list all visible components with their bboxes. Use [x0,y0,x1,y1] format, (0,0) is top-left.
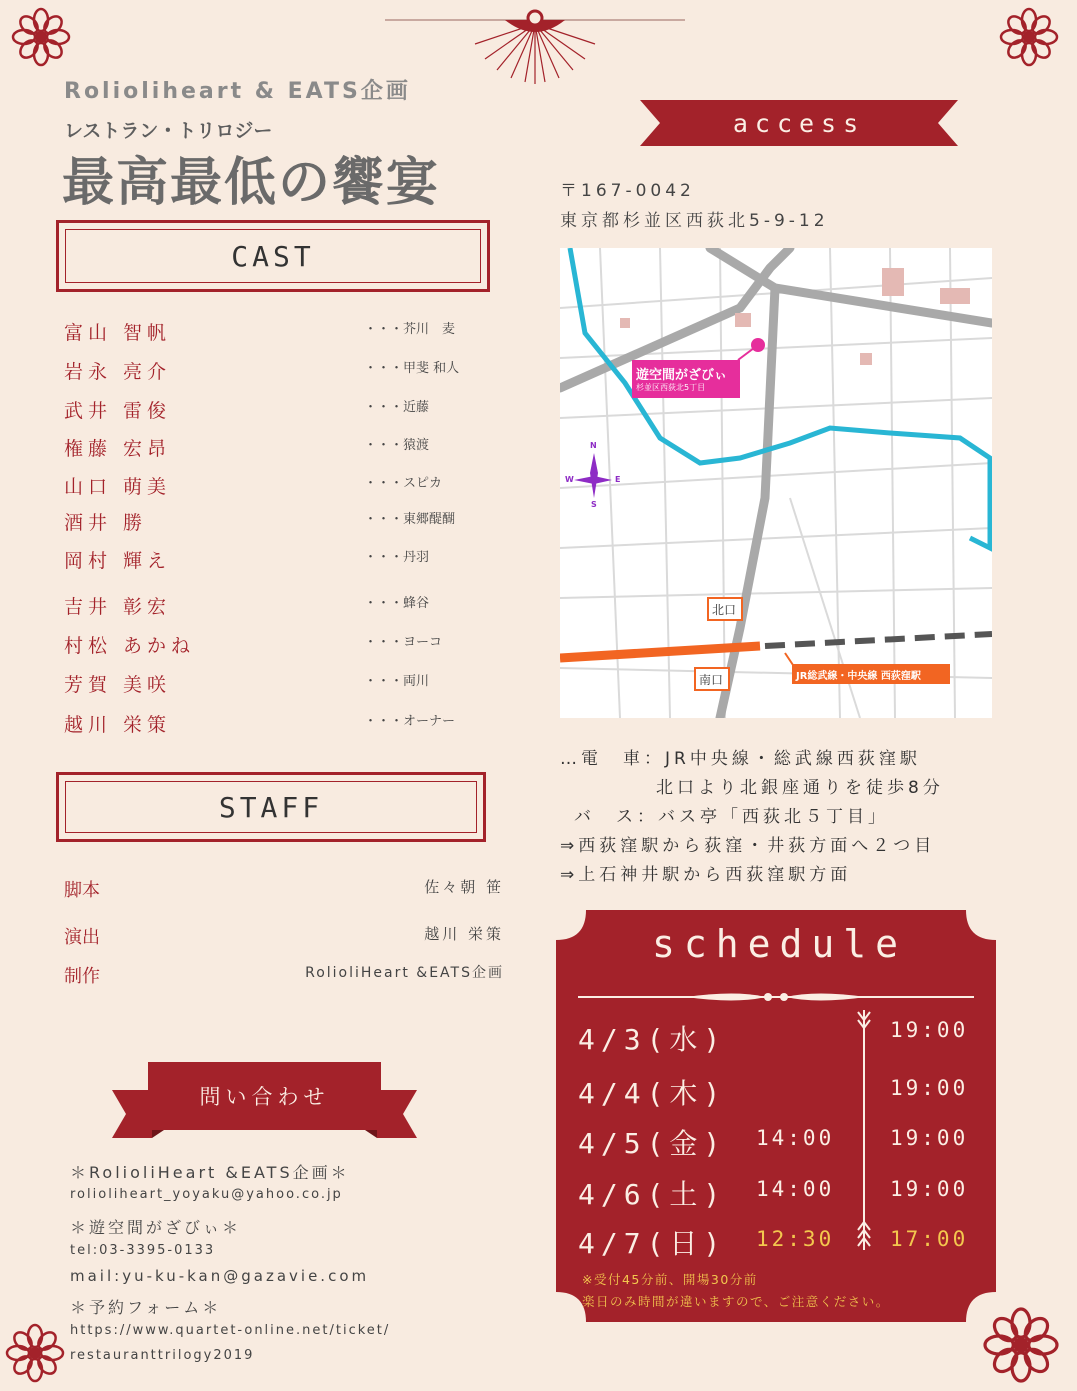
cast-role: ・・・丹羽 [364,550,430,565]
cast-row [64,592,484,622]
train-directions: …電 車：JR中央線・総武線西荻窪駅 [560,749,921,769]
address: 東京都杉並区西荻北5-9-12 [560,211,829,231]
contact-tel[interactable]: tel:03-3395-0133 [70,1243,216,1258]
schedule-date: 4/4(木) [578,1077,727,1110]
cast-role: ・・・オーナー [364,714,456,729]
cast-actor: 吉井 彰宏 [64,596,172,618]
schedule-time-evening: 19:00 [890,1076,969,1100]
flower-ornament-icon [994,2,1064,72]
contact-mail[interactable]: mail:yu-ku-kan@gazavie.com [70,1267,370,1285]
staff-name: RolioliHeart &EATS企画 [305,965,504,981]
schedule-time-evening: 19:00 [890,1018,969,1042]
schedule-time-matinee: 14:00 [756,1177,835,1201]
schedule-date: 4/3(水) [578,1023,727,1056]
staff-row [64,876,504,902]
cast-actor: 富山 智帆 [64,322,172,344]
south-exit-label: 南口 [699,673,724,687]
contact-org1: ＊RolioliHeart &EATS企画＊ [70,1163,350,1182]
schedule-note-reception: ※受付45分前、開場30分前 [582,1272,758,1287]
schedule-date: 4/7(日) [578,1227,727,1260]
staff-name: 佐々朝 笹 [424,878,504,896]
compass-east: E [615,475,621,484]
cast-row [64,631,484,661]
cast-role: ・・・芥川 麦 [364,322,456,337]
staff-name: 越川 栄策 [424,925,504,943]
cast-row [64,670,484,700]
staff-role: 制作 [64,966,100,987]
cast-actor: 武井 雷俊 [64,400,172,422]
staff-row [64,962,504,988]
cast-role: ・・・スピカ [364,476,443,491]
cast-role: ・・・両川 [364,674,430,689]
flower-ornament-icon [0,1318,70,1388]
compass-west: W [565,475,574,484]
contact-heading: 問い合わせ [199,1085,330,1109]
schedule-time-matinee: 12:30 [756,1227,835,1251]
cast-row [64,434,484,464]
north-exit-label: 北口 [712,603,737,617]
cast-actor: 権藤 宏昂 [64,438,172,460]
cast-role: ・・・東郷醍醐 [364,512,456,527]
postal-code: 〒167-0042 [560,181,695,201]
cast-actor: 山口 萌美 [64,476,172,498]
schedule-time-evening: 19:00 [890,1126,969,1150]
sunburst-ornament-icon [385,4,685,84]
contact-email1[interactable]: rolioliheart_yoyaku@yahoo.co.jp [70,1187,343,1202]
cast-actor: 越川 栄策 [64,714,172,736]
cast-row [64,508,484,538]
train-directions-walk: 北口より北銀座通りを徒歩8分 [656,778,944,798]
staff-role: 脚本 [64,880,100,901]
staff-heading-box [56,772,486,842]
cast-role: ・・・近藤 [364,400,430,415]
cast-heading: CAST [231,239,315,273]
compass-north: N [590,441,597,450]
contact-org2: ＊遊空間がざびぃ＊ [70,1218,242,1237]
cast-row [64,472,484,502]
compass-south: S [591,500,597,509]
show-title: 最高最低の饗宴 [62,153,441,213]
map-graphic [560,248,992,718]
bus-stop: バ ス：バス亭「西荻北５丁目」 [574,807,889,827]
cast-row [64,318,484,348]
cast-actor: 芳賀 美咲 [64,674,172,696]
schedule-heading: schedule [652,922,908,966]
railway-line-label: JR総武線・中央線 西荻窪駅 [796,671,921,682]
schedule-date: 4/6(土) [578,1178,727,1211]
cast-role: ・・・猿渡 [364,438,430,453]
show-subtitle: レストラン・トリロジー [64,120,273,142]
schedule-time-matinee: 14:00 [756,1126,835,1150]
cast-role: ・・・ヨーコ [364,635,443,650]
contact-url-line2[interactable]: restauranttrilogy2019 [70,1348,255,1363]
cast-actor: 村松 あかね [64,635,196,657]
access-heading: access [732,108,866,138]
schedule-time-evening: 17:00 [890,1227,969,1251]
schedule-date: 4/5(金) [578,1127,727,1160]
staff-heading: STAFF [218,790,324,824]
cast-heading-box [56,220,490,292]
cast-row [64,357,484,387]
cast-actor: 酒井 勝 [64,512,148,534]
cast-actor: 岩永 亮介 [64,361,172,383]
staff-role: 演出 [64,927,100,948]
venue-label: 遊空間がざびぃ [636,368,728,383]
bus-route-2: ⇒上石神井駅から西荻窪駅方面 [560,865,852,885]
organizer-name: Rolioliheart & EATS企画 [64,79,411,104]
cast-row [64,396,484,426]
contact-url-line1[interactable]: https://www.quartet-online.net/ticket/ [70,1323,391,1338]
venue-sublabel: 杉並区西荻北5丁目 [636,383,706,392]
cast-actor: 岡村 輝え [64,550,172,572]
cast-row [64,710,484,740]
contact-form-label: ＊予約フォーム＊ [70,1298,222,1317]
schedule-note-final-day: 楽日のみ時間が違いますので、ご注意ください。 [582,1294,890,1309]
cast-row [64,546,484,576]
access-map[interactable] [560,248,992,718]
cast-role: ・・・甲斐 和人 [364,361,460,376]
flower-ornament-icon [6,2,76,72]
bus-route-1: ⇒西荻窪駅から荻窪・井荻方面へ２つ目 [560,836,936,856]
cast-role: ・・・蜂谷 [364,596,430,611]
staff-row [64,923,504,949]
schedule-time-evening: 19:00 [890,1177,969,1201]
